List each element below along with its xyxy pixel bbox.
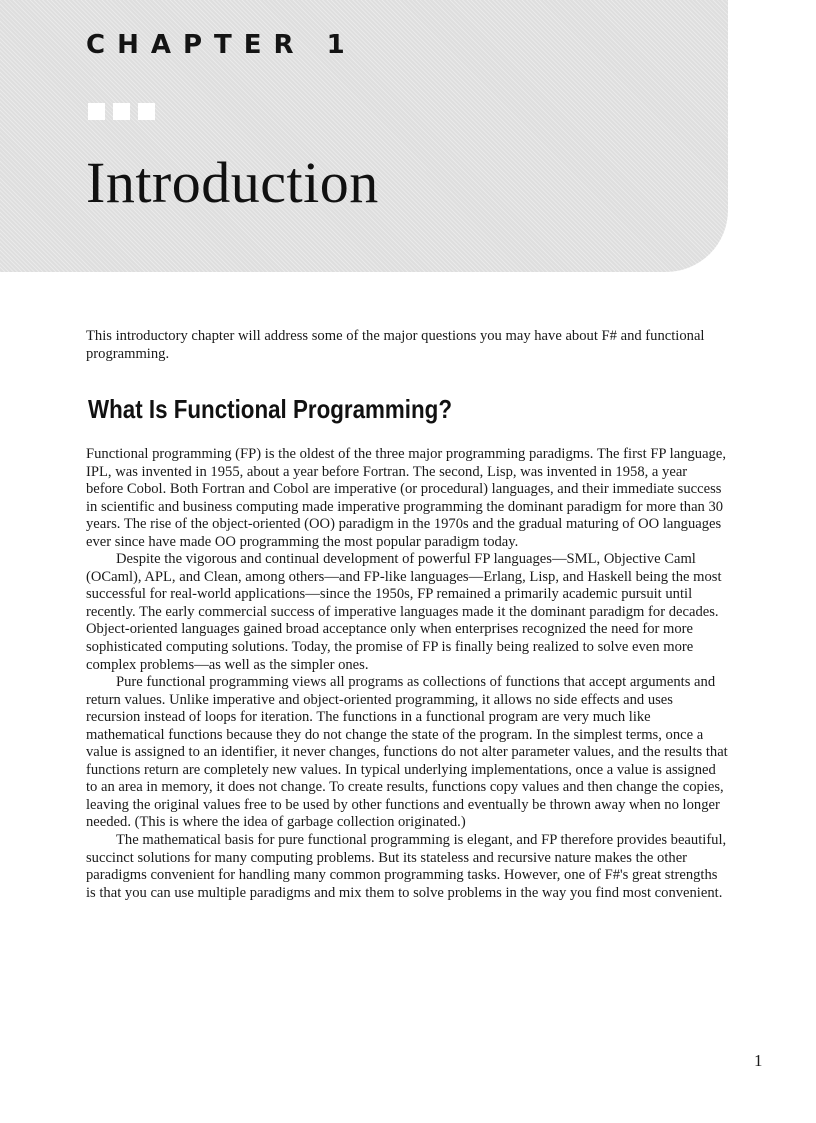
page-number: 1 xyxy=(754,1051,763,1070)
intro-paragraph: This introductory chapter will address some of the major questions you may have about F# and functional programming. xyxy=(86,328,705,362)
decorative-squares xyxy=(88,103,155,120)
square-icon xyxy=(113,103,130,120)
chapter-title: Introduction xyxy=(86,150,379,215)
square-icon xyxy=(138,103,155,120)
body-paragraph: The mathematical basis for pure functional programming is elegant, and FP therefore provides beautiful, succinct solutions for many computing problems. But its stateless and recursive nature makes the other paradigms convenient for handling many common programming tasks. However, one of F#'s great strengths is that you can use multiple paradigms and mix them to solve problems in the way you find most convenient. xyxy=(86,832,727,901)
body-paragraph: Despite the vigorous and continual development of powerful FP languages—SML, Objective Caml (OCaml), APL, and Clean, among others—and FP-like languages—Erlang, Lisp, and Haskell being the most successful for real-world applications—since the 1950s, FP remained a primarily academic pursuit until recently. The early commercial success of imperative languages made it the dominant paradigm for decades. Object-oriented languages gained broad acceptance only when enterprises recognized the need for more sophisticated computing solutions. Today, the promise of FP is finally being realized to solve even more complex problems—as well as the simpler ones. xyxy=(86,551,722,673)
section-body xyxy=(86,446,728,902)
chapter-label: CHAPTER 1 xyxy=(86,30,357,60)
square-icon xyxy=(88,103,105,120)
body-paragraph: Functional programming (FP) is the oldest of the three major programming paradigms. The first FP language, IPL, was invented in 1955, about a year before Fortran. The second, Lisp, was invented in 1958, a year before Cobol. Both Fortran and Cobol are imperative (or procedural) languages, and their immediate success in scientific and business computing made imperative programming the dominant paradigm for more than 30 years. The rise of the object-oriented (OO) paradigm in the 1970s and the gradual maturing of OO languages ever since have made OO programming the most popular paradigm today. xyxy=(86,446,726,550)
body-paragraph: Pure functional programming views all programs as collections of functions that accept arguments and return values. Unlike imperative and object-oriented programming, it allows no side effects and uses recursion instead of loops for iteration. The functions in a functional program are very much like mathematical functions because they do not change the state of the program. In the simplest terms, once a value is assigned to an identifier, it never changes, functions do not alter parameter values, and the results that functions return are completely new values. In typical underlying implementations, once a value is assigned to an area in memory, it does not change. To create results, functions copy values and then change the copies, leaving the original values free to be used by other functions and eventually be thrown away when no longer needed. (This is where the idea of garbage collection originated.) xyxy=(86,674,728,831)
section-heading: What Is Functional Programming? xyxy=(88,394,452,424)
